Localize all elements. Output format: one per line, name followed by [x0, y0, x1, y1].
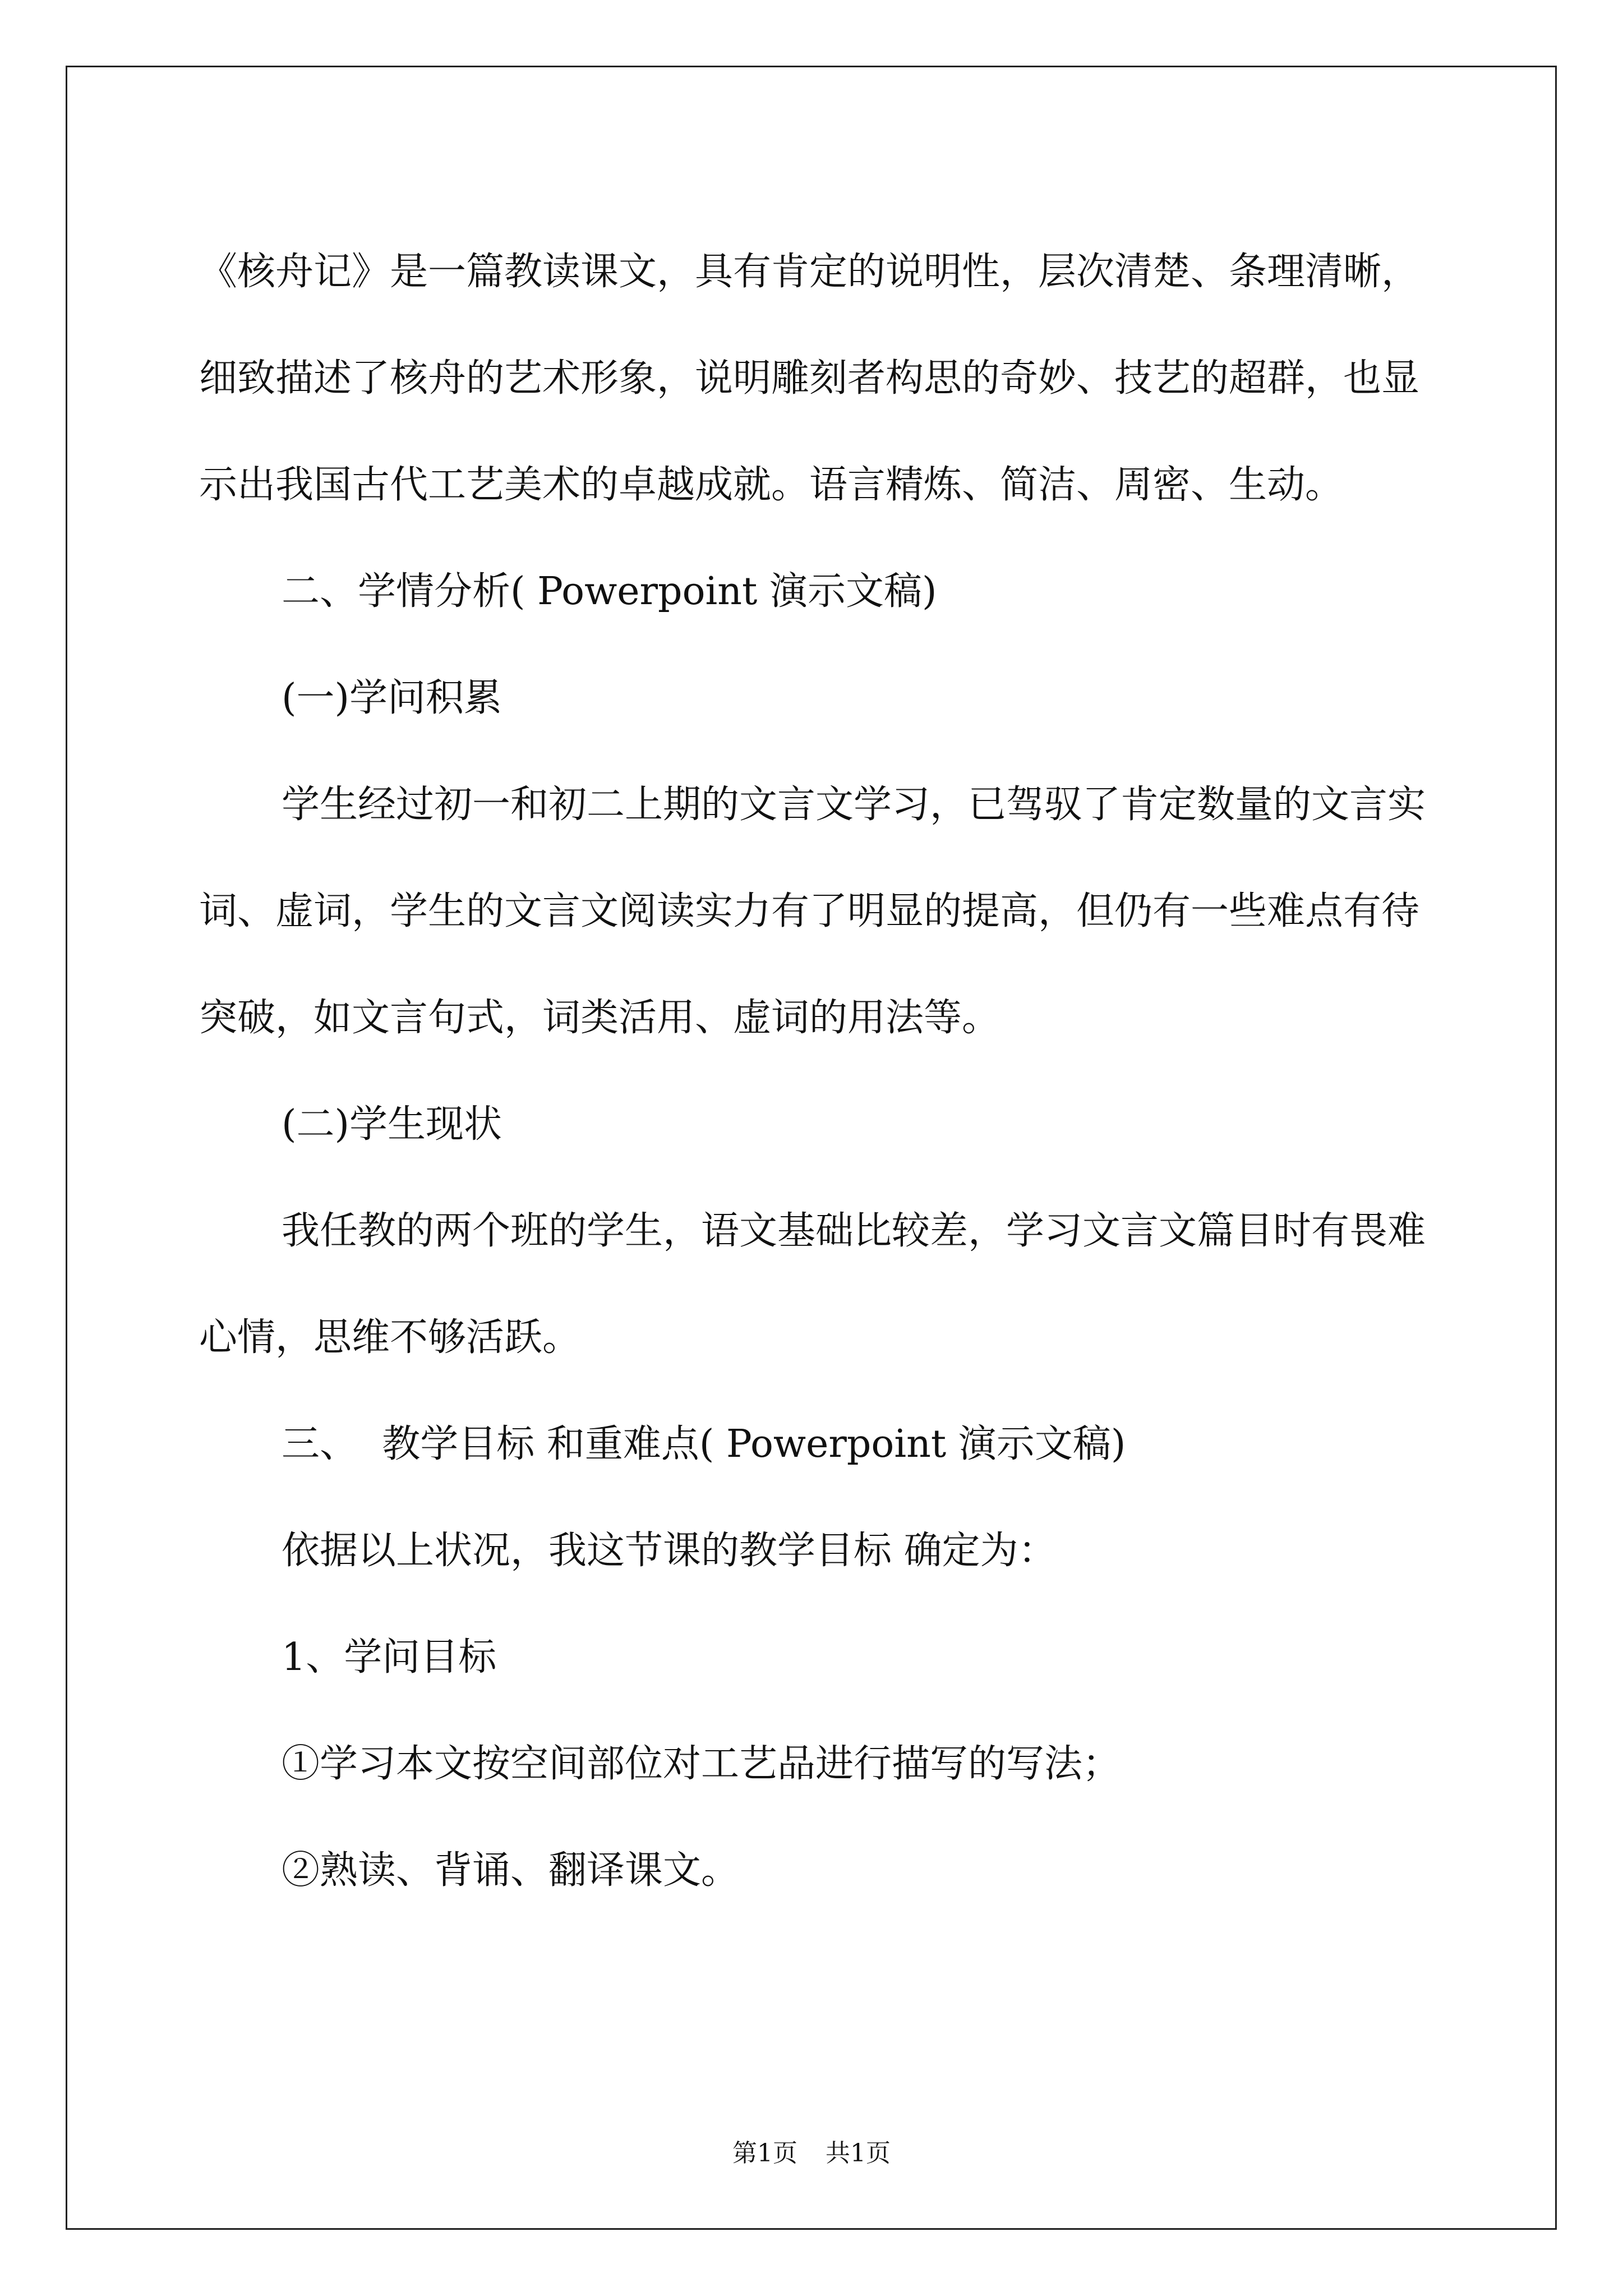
subheading-knowledge: (一)学问积累 [282, 676, 502, 720]
paragraph-knowledge: 学生经过初一和初二上期的文言文学习，已驾驭了肯定数量的文言实词、虚词，学生的文言文阅读实力有了明显的提高，但仍有一些难点有待突破，如文言句式，词类活用、虚词的用法等。 [199, 783, 1426, 1040]
list-item-goal-2: ②熟读、背诵、翻译课文。 [282, 1848, 740, 1893]
list-item-goal-1: ①学习本文按空间部位对工艺品进行描写的写法； [282, 1742, 1121, 1786]
paragraph-goals-intro: 依据以上状况，我这节课的教学目标 确定为： [282, 1529, 1057, 1573]
paragraph-intro: 《核舟记》是一篇教读课文，具有肯定的说明性，层次清楚、条理清晰，细致描述了核舟的艺术形象，说明雕刻者构思的奇妙、技艺的超群，也显示出我国古代工艺美术的卓越成就。语言精炼、简洁、周密、生动。 [199, 250, 1420, 507]
subheading-student-status: (二)学生现状 [282, 1102, 502, 1147]
heading-teaching-goals: 三、 教学目标 和重难点( Powerpoint 演示文稿) [282, 1422, 1126, 1466]
heading-learner-analysis: 二、学情分析( Powerpoint 演示文稿) [282, 569, 937, 614]
page-footer [0, 2133, 1623, 2169]
subheading-knowledge-goal: 1、学问目标 [282, 1635, 497, 1680]
page-total: 共1页 [826, 2139, 891, 2168]
paragraph-student-status: 我任教的两个班的学生，语文基础比较差，学习文言文篇目时有畏难心情，思维不够活跃。 [199, 1209, 1426, 1360]
document-body [199, 219, 1433, 1924]
page-number: 第1页 [732, 2139, 797, 2168]
